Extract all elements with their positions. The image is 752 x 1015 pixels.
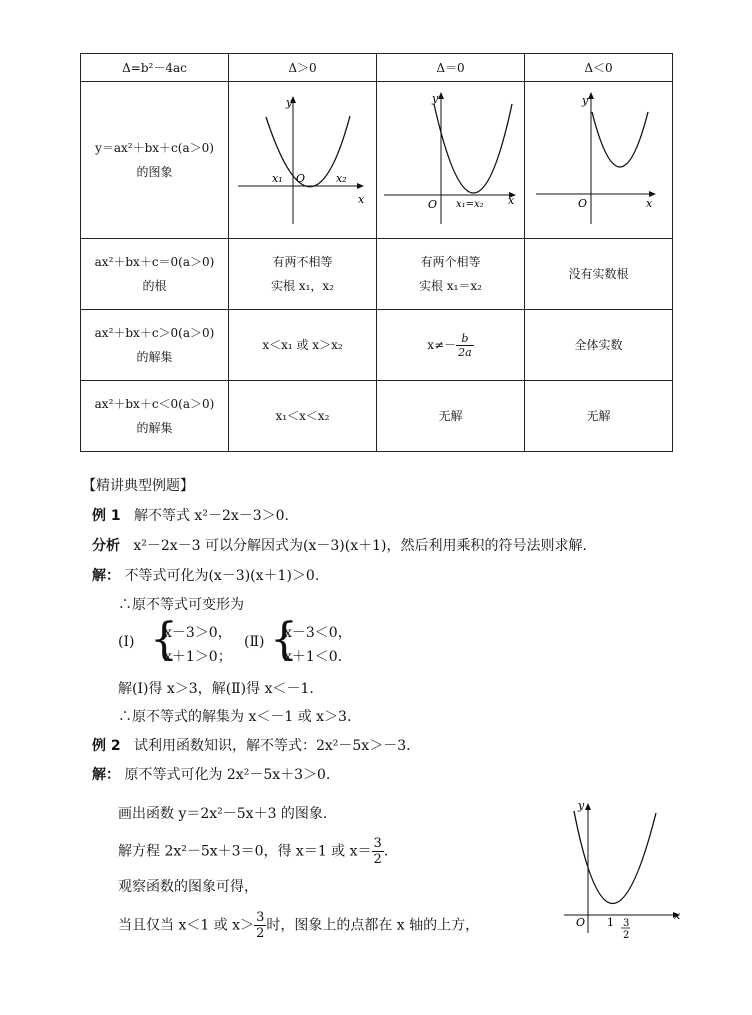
- origin-label: O: [577, 197, 587, 210]
- roots-zero-1: 有两个相等: [420, 255, 481, 269]
- x-label: x: [645, 197, 652, 210]
- graph-no-root: [525, 82, 673, 239]
- graph-row-label-2: 的图象: [136, 165, 173, 179]
- lt-negative: 无解: [525, 381, 673, 452]
- example-2-solution: [92, 764, 330, 784]
- example-1-analysis: [92, 535, 587, 555]
- gt-row-label: [81, 310, 229, 381]
- root-1-label: 1: [607, 916, 614, 929]
- fraction-numerator: b: [456, 332, 474, 346]
- left-brace: {: [150, 614, 178, 665]
- example-1-line-4: ∴原不等式的解集为 x＜－1 或 x＞3.: [118, 709, 352, 725]
- roots-negative: 没有实数根: [525, 239, 673, 310]
- origin-label: O: [295, 172, 305, 185]
- roots-label-2: 的根: [142, 279, 167, 293]
- root-x2-label: x₂: [335, 172, 347, 185]
- system-2-line-2: x＋1＜0.: [284, 649, 343, 665]
- example-2-line-5: [118, 910, 479, 941]
- table-graph-row: [81, 82, 673, 239]
- root-3-label: 3: [623, 918, 630, 929]
- example-1-solution: [92, 565, 319, 585]
- line-5-suffix: 时，图象上的点都在 x 轴的上方，: [266, 917, 480, 934]
- lt-row-label: [81, 381, 229, 452]
- header-positive: Δ＞0: [229, 54, 377, 82]
- fraction-denominator: 2: [256, 926, 265, 941]
- x-label: x: [357, 193, 364, 206]
- solution-label: 解：: [92, 767, 120, 783]
- y-label: y: [285, 96, 292, 109]
- system-1-label: (Ⅰ): [118, 634, 135, 650]
- header-zero: Δ＝0: [377, 54, 525, 82]
- lt-label-2: 的解集: [136, 421, 173, 435]
- y-axis-arrow: [585, 803, 591, 810]
- example-2-label: 例 2: [92, 738, 121, 754]
- three-halves-fraction: [254, 910, 266, 941]
- example-1-line-2: ∴原不等式可变形为: [118, 597, 244, 613]
- table-lt-row: [81, 381, 673, 452]
- system-1-line-1: x－3＞0，: [164, 625, 232, 641]
- root-x1-label: x₁: [271, 172, 283, 185]
- graph-row-label-1: y＝ax²＋bx＋c(a＞0): [95, 141, 214, 155]
- y-axis-arrow: [588, 92, 594, 99]
- parabola-one-root-graph: [378, 82, 524, 230]
- roots-zero: [377, 239, 525, 310]
- roots-row-label: [81, 239, 229, 310]
- fraction-denominator: 2: [373, 852, 382, 867]
- table-header-row: [81, 54, 673, 82]
- example-2-line-4: 观察函数的图象可得，: [118, 879, 258, 895]
- origin-label: O: [576, 916, 586, 929]
- double-root-label: x₁=x₂: [455, 199, 484, 210]
- header-negative: Δ＜0: [525, 54, 673, 82]
- parabola-curve: [434, 104, 512, 193]
- roots-positive: [229, 239, 377, 310]
- left-brace: {: [270, 614, 298, 665]
- fraction-numerator: 3: [373, 836, 382, 851]
- example-2-text: 试利用函数知识，解不等式：2x²－5x＞－3.: [133, 738, 411, 754]
- x-label: x: [507, 194, 514, 207]
- example-2-line-2: 画出函数 y＝2x²－5x＋3 的图象.: [118, 806, 328, 822]
- parabola-two-roots-graph: [230, 82, 376, 230]
- lt-zero: 无解: [377, 381, 525, 452]
- analysis-label: 分析: [92, 538, 120, 554]
- parabola-curve: [574, 811, 656, 904]
- parabola-curve: [592, 112, 648, 167]
- gt-negative: 全体实数: [525, 310, 673, 381]
- roots-positive-2: 实根 x₁，x₂: [271, 279, 334, 293]
- example-1-statement: [92, 505, 289, 525]
- system-2-line-1: x－3＜0，: [284, 625, 352, 641]
- gt-positive: x＜x₁ 或 x＞x₂: [229, 310, 377, 381]
- system-1-line-2: x＋1＞0；: [164, 649, 232, 665]
- example-2-line-3: 解方程 2x²－5x＋3＝0，得 x＝1 或 x＝ $\frac{3}{2}$ .: [118, 836, 389, 867]
- header-discriminant: Δ=b²－4ac: [81, 54, 229, 82]
- discriminant-table: [80, 53, 673, 452]
- x-label: x: [674, 909, 681, 922]
- graph-one-root: [377, 82, 525, 239]
- example-1-line-3: 解(Ⅰ)得 x＞3，解(Ⅱ)得 x＜－1.: [118, 681, 314, 697]
- gt-label-1: ax²＋bx＋c＞0(a＞0): [94, 326, 215, 340]
- analysis-text: x²－2x－3 可以分解因式为(x－3)(x＋1)，然后利用乘积的符号法则求解.: [133, 538, 587, 554]
- table-gt-row: [81, 310, 673, 381]
- solution-label: 解：: [92, 568, 120, 584]
- gt-zero-prefix: x≠－: [427, 337, 457, 352]
- line-3-prefix: 解方程 2x²－5x＋3＝0，得 x＝1 或 x＝: [118, 843, 372, 860]
- y-axis-arrow: [438, 92, 444, 99]
- y-label: y: [581, 94, 588, 107]
- example-1-text: 解不等式 x²－2x－3＞0.: [133, 508, 290, 524]
- fraction-numerator: 3: [256, 910, 265, 925]
- root-2-label: 2: [623, 930, 630, 940]
- line-5-prefix: 当且仅当 x＜1 或 x＞: [118, 917, 255, 934]
- table-roots-row: [81, 239, 673, 310]
- system-2-label: (Ⅱ): [244, 634, 265, 650]
- b-over-2a-fraction: [456, 332, 474, 359]
- lt-label-1: ax²＋bx＋c＜0(a＞0): [94, 397, 215, 411]
- example-1-label: 例 1: [92, 508, 121, 524]
- y-label: y: [431, 92, 438, 105]
- solution-text: 原不等式可化为 2x²－5x＋3＞0.: [124, 767, 331, 783]
- solution-text: 不等式可化为(x－3)(x＋1)＞0.: [124, 568, 320, 584]
- fraction-denominator: 2a: [458, 345, 472, 359]
- graph-row-label: [81, 82, 229, 239]
- lt-positive: x₁＜x＜x₂: [229, 381, 377, 452]
- x-axis-arrow: [357, 183, 364, 189]
- graph-two-roots: [229, 82, 377, 239]
- example-2-parabola-graph: [560, 795, 690, 940]
- roots-label-1: ax²＋bx＋c＝0(a＞0): [94, 255, 215, 269]
- origin-label: O: [427, 198, 437, 211]
- roots-zero-2: 实根 x₁＝x₂: [419, 279, 482, 293]
- three-halves-fraction: [372, 836, 384, 867]
- gt-label-2: 的解集: [136, 350, 173, 364]
- section-title: 【精讲典型例题】: [82, 478, 194, 494]
- roots-positive-1: 有两不相等: [272, 255, 333, 269]
- gt-zero: [377, 310, 525, 381]
- parabola-no-root-graph: [526, 82, 672, 230]
- example-2-statement: [92, 735, 411, 755]
- y-label: y: [578, 799, 585, 812]
